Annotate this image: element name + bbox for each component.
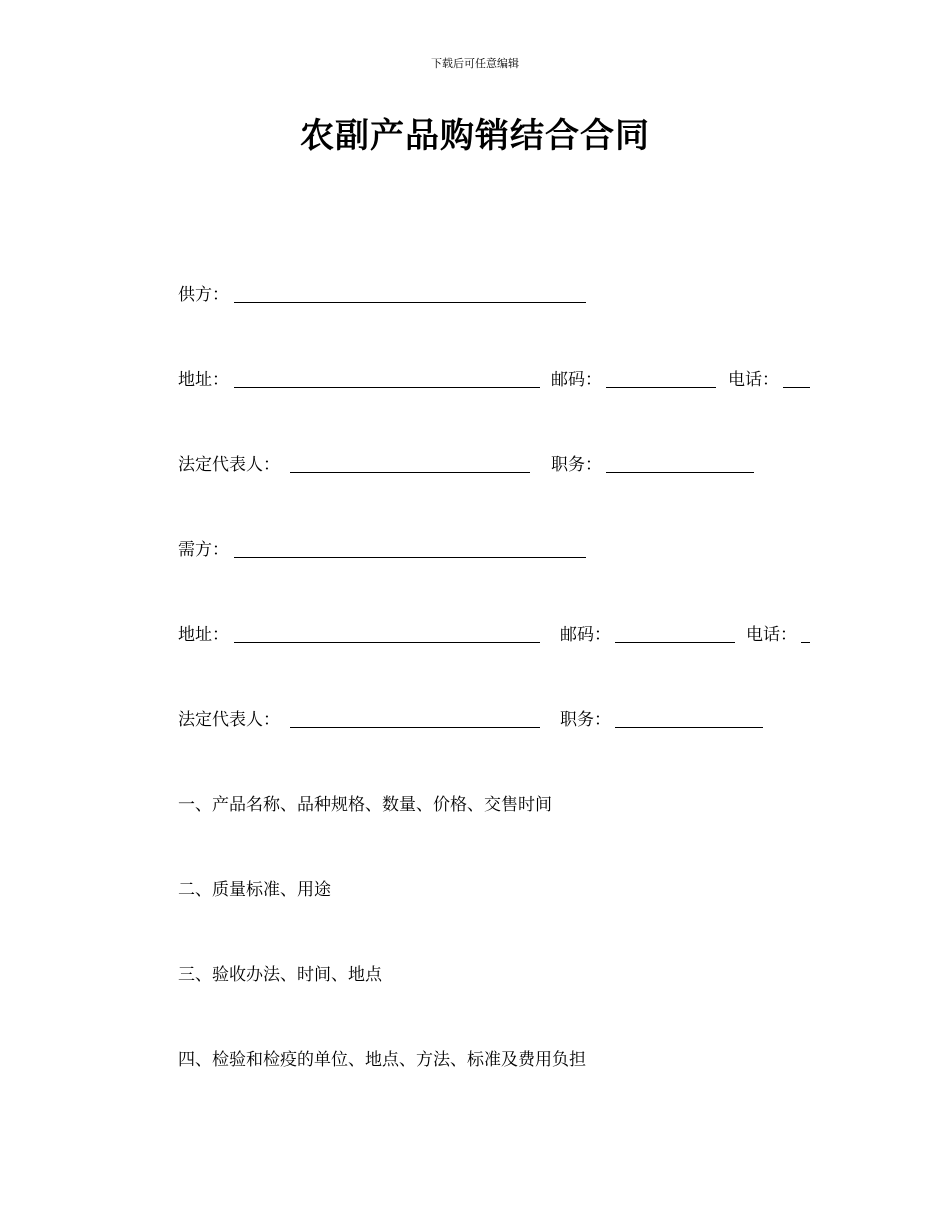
supplier-position-label: 职务： [551,455,602,475]
section-heading-text: 二、质量标准、用途 [178,880,331,900]
section-heading-text: 一、产品名称、品种规格、数量、价格、交售时间 [178,795,552,815]
buyer-postcode-field[interactable] [615,642,735,643]
section-heading-text: 三、验收办法、时间、地点 [178,965,382,985]
buyer-label: 需方： [178,540,229,560]
supplier-name-field[interactable] [234,302,586,303]
buyer-address-field[interactable] [234,642,540,643]
document-title: 农副产品购销结合合同 [300,116,650,156]
buyer-phone-label: 电话： [746,625,797,645]
supplier-rep-field[interactable] [290,472,530,473]
supplier-rep-label: 法定代表人： [178,455,280,475]
header-note: 下载后可任意编辑 [431,57,519,70]
buyer-position-label: 职务： [560,710,611,730]
buyer-postcode-label: 邮码： [560,625,611,645]
section-heading-text: 四、检验和检疫的单位、地点、方法、标准及费用负担 [178,1050,586,1070]
supplier-address-field[interactable] [234,387,540,388]
supplier-phone-field[interactable] [783,387,810,388]
buyer-name-field[interactable] [234,557,586,558]
buyer-rep-field[interactable] [290,727,540,728]
supplier-position-field[interactable] [606,472,754,473]
supplier-phone-label: 电话： [728,370,779,390]
supplier-label: 供方： [178,285,229,305]
buyer-address-label: 地址： [178,625,229,645]
supplier-postcode-field[interactable] [606,387,716,388]
buyer-rep-label: 法定代表人： [178,710,280,730]
buyer-position-field[interactable] [615,727,763,728]
supplier-postcode-label: 邮码： [551,370,602,390]
supplier-address-label: 地址： [178,370,229,390]
buyer-phone-field[interactable] [801,642,810,643]
